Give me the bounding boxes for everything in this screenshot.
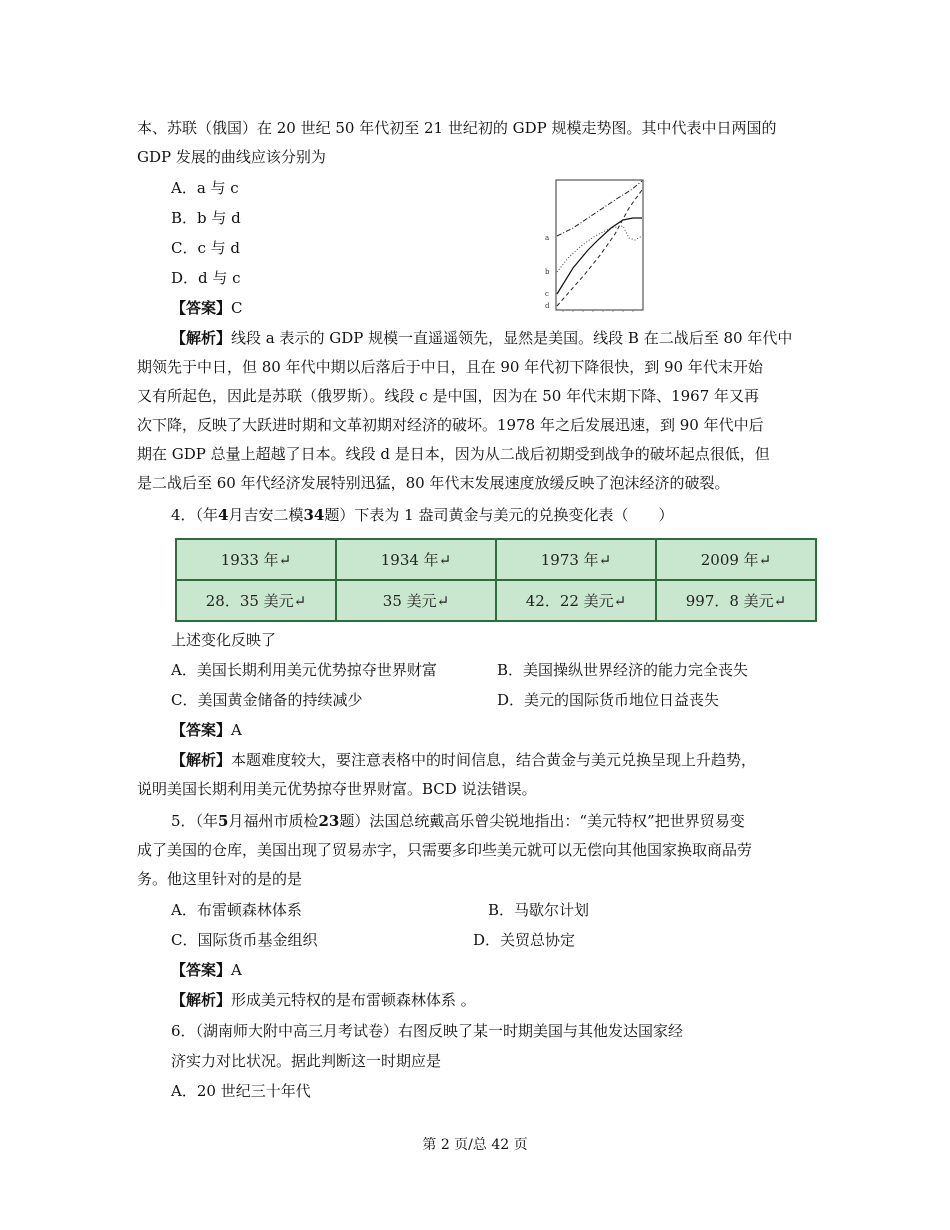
answer-value: A — [231, 721, 242, 739]
analysis-text: 形成美元特权的是布雷顿森林体系 。 — [231, 991, 476, 1009]
q3-analysis-line-5: 期在 GDP 总量上超越了日本。线段 d 是日本，因为从二战后初期受到战争的破坏起点很低，但 — [137, 445, 770, 463]
table-cell: 1933 年↵ — [176, 539, 336, 580]
table-cell: 1973 年↵ — [496, 539, 656, 580]
q3-analysis-line-6: 是二战后至 60 年代经济发展特别迅猛，80 年代末发展速度放缓反映了泡沫经济的破裂。 — [137, 474, 730, 492]
q4-option-c: C．美国黄金储备的持续减少 — [171, 691, 363, 709]
q5-num: 5．（年 — [171, 812, 219, 830]
q4-source: 月吉安二模 — [228, 506, 304, 524]
q3-option-a: A．a 与 c — [171, 179, 239, 197]
answer-tag: 【答案】 — [171, 721, 232, 739]
q4-month: 4 — [218, 506, 229, 524]
analysis-text: 本题难度较大，要注意表格中的时间信息，结合黄金与美元兑换呈现上升趋势， — [231, 751, 757, 769]
answer-value: C — [231, 299, 243, 317]
answer-tag: 【答案】 — [171, 299, 232, 317]
q3-analysis-line-2: 期领先于中日，但 80 年代中期以后落后于中日，且在 90 年代初下降很快，到 90 年代末开始 — [137, 358, 763, 376]
table-cell: 1934 年↵ — [336, 539, 496, 580]
curve-label-a: a — [545, 234, 550, 242]
q4-option-d: D．美元的国际货币地位日益丧失 — [497, 691, 720, 709]
analysis-tag: 【解析】 — [171, 991, 232, 1009]
table-row — [176, 580, 816, 621]
q4-text: 题）下表为 1 盎司黄金与美元的兑换变化表（ ） — [324, 506, 674, 524]
q3-analysis-line-4: 次下降，反映了大跃进时期和文革初期对经济的破坏。1978 年之后发展迅速，到 90 年代中后 — [137, 416, 764, 434]
intro-line-2: GDP 发展的曲线应该分别为 — [137, 148, 326, 166]
q5-option-d: D．关贸总协定 — [473, 931, 576, 949]
table-cell: 2009 年↵ — [656, 539, 816, 580]
q5-option-c: C．国际货币基金组织 — [171, 931, 318, 949]
q6-stem-line-2: 济实力对比状况。据此判断这一时期应是 — [171, 1052, 442, 1070]
gdp-trend-figure — [543, 178, 647, 312]
q5-option-b: B．马歇尔计划 — [488, 901, 590, 919]
q4-prompt: 上述变化反映了 — [171, 631, 277, 649]
q5-option-a: A．布雷顿森林体系 — [171, 901, 302, 919]
curve-label-b: b — [545, 268, 550, 276]
q3-answer — [171, 297, 243, 319]
q5-question-number: 23 — [318, 812, 340, 830]
q5-month: 5 — [218, 812, 229, 830]
table-cell: 35 美元↵ — [336, 580, 496, 621]
q4-option-a: A．美国长期利用美元优势掠夺世界财富 — [171, 661, 437, 679]
q3-option-b: B．b 与 d — [171, 209, 241, 227]
analysis-tag: 【解析】 — [171, 751, 232, 769]
q4-analysis-line-1 — [171, 749, 756, 771]
curve-label-c: c — [545, 290, 549, 298]
q4-stem — [171, 504, 673, 526]
q4-num: 4．（年 — [171, 506, 219, 524]
q5-analysis — [171, 989, 476, 1011]
q5-line-3: 务。他这里针对的是的是 — [137, 870, 303, 888]
table-cell: 42．22 美元↵ — [496, 580, 656, 621]
page-footer: 第 2 页/总 42 页 — [422, 1137, 528, 1153]
answer-tag: 【答案】 — [171, 961, 232, 979]
q6-stem-line-1: 6．（湖南师大附中高三月考试卷）右图反映了某一时期美国与其他发达国家经 — [171, 1022, 684, 1040]
table-cell: 997．8 美元↵ — [656, 580, 816, 621]
q3-option-c: C．c 与 d — [171, 239, 241, 257]
gold-dollar-table — [175, 538, 817, 622]
q5-answer — [171, 959, 242, 981]
analysis-text: 线段 a 表示的 GDP 规模一直遥遥领先，显然是美国。线段 B 在二战后至 80 年代中 — [231, 329, 793, 347]
q4-answer — [171, 719, 242, 741]
q3-analysis-line-1 — [171, 327, 792, 349]
curve-label-d: d — [545, 302, 550, 310]
q3-analysis-line-3: 又有所起色，因此是苏联（俄罗斯）。线段 c 是中国，因为在 50 年代末期下降、1967 年又再 — [137, 387, 760, 405]
q4-option-b: B．美国操纵世界经济的能力完全丧失 — [497, 661, 749, 679]
intro-line-1: 本、苏联（俄国）在 20 世纪 50 年代初至 21 世纪初的 GDP 规模走势图。其中代表中日两国的 — [137, 119, 777, 137]
q5-source: 月福州市质检 — [228, 812, 319, 830]
analysis-tag: 【解析】 — [171, 329, 232, 347]
table-row — [176, 539, 816, 580]
q5-stem — [171, 810, 745, 832]
table-cell: 28．35 美元↵ — [176, 580, 336, 621]
q5-line-2: 成了美国的仓库，美国出现了贸易赤字，只需要多印些美元就可以无偿向其他国家换取商品劳 — [137, 841, 753, 859]
answer-value: A — [231, 961, 242, 979]
q3-option-d: D．d 与 c — [171, 269, 241, 287]
q5-text: 题）法国总统戴高乐曾尖锐地指出：“美元特权”把世界贸易变 — [339, 812, 745, 830]
q6-option-a: A．20 世纪三十年代 — [171, 1082, 311, 1100]
q4-analysis-line-2: 说明美国长期利用美元优势掠夺世界财富。BCD 说法错误。 — [137, 780, 537, 798]
q4-question-number: 34 — [303, 506, 325, 524]
